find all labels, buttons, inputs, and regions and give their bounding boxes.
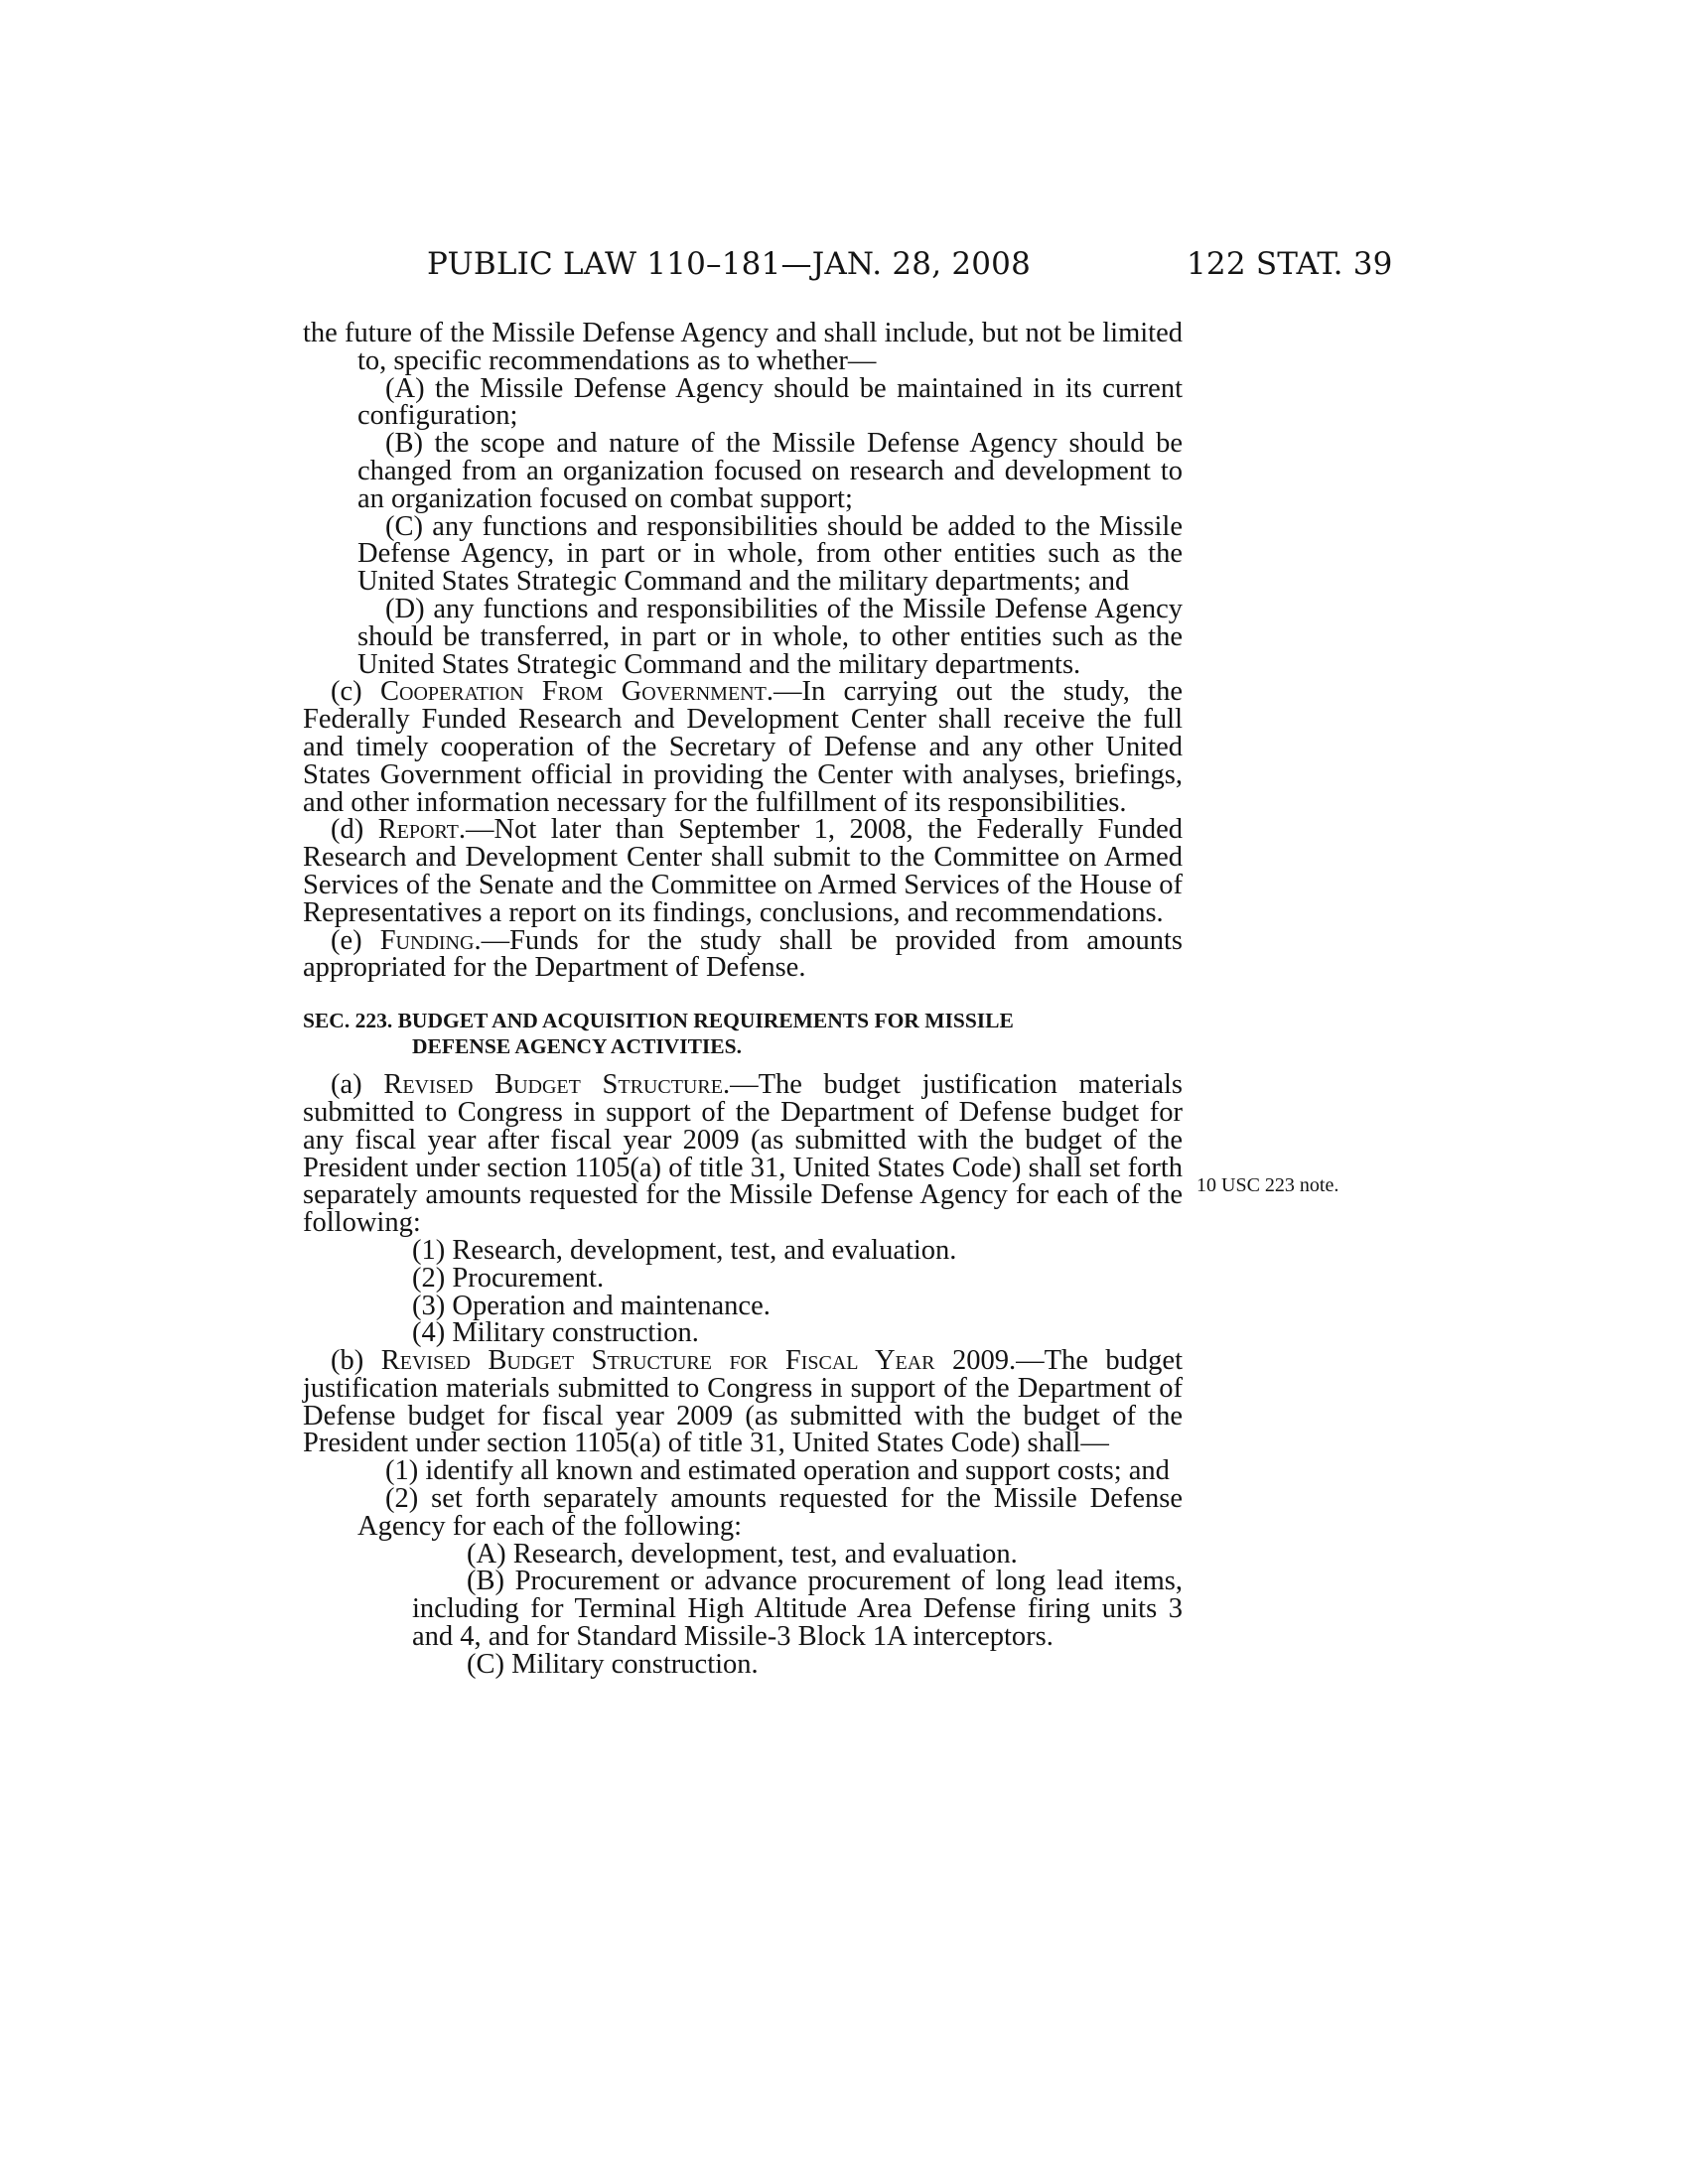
page-body	[303, 320, 1183, 1679]
section-heading-line1: SEC. 223. BUDGET AND ACQUISITION REQUIREMENTS FOR MISSILE	[303, 1009, 1014, 1033]
section-heading-line2: DEFENSE AGENCY ACTIVITIES.	[412, 1034, 742, 1059]
list-item: (A) Research, development, test, and evaluation.	[467, 1538, 1018, 1570]
subsection-heading: Revised Budget Structure	[383, 1069, 723, 1101]
subsection-text: In carrying out the study, the Federally Funded Research and Development Center shall receive the full and timely cooperation of the Secretary of Defense and any other United States Government official in providing the Center with analyses, briefings, and other information necessary for the fulfillment of its responsibilities.	[303, 676, 1183, 818]
paragraph-b2: (2) set forth separately amounts requested for the Missile Defense Agency for each of the following:	[357, 1483, 1183, 1542]
list-item: (C) Military construction.	[467, 1648, 759, 1680]
subsection-text: Funds for the study shall be provided from amounts appropriated for the Department of Defense.	[303, 924, 1184, 984]
clause-b: (B) the scope and nature of the Missile Defense Agency should be changed from an organization focused on research and development to an organization focused on combat support;	[357, 428, 1183, 514]
subsection-label: (b)	[331, 1345, 364, 1377]
list-item: (1) Research, development, test, and evaluation.	[412, 1234, 957, 1266]
subsection-heading: Revised Budget Structure for Fiscal Year 2009	[380, 1345, 1010, 1377]
subsection-a: (a) Revised Budget Structure.—The budget justification materials submitted to Congress in support of the Department of Defense budget for any fiscal year after fiscal year 2009 (as submitted with the budget of the President under section 1105(a) of title 31, United States Code) shall set forth separately amounts requested for the Missile Defense Agency for each of the following:	[303, 1069, 1184, 1239]
subsection-label: (d)	[331, 814, 364, 846]
subsection-text: The budget justification materials submitted to Congress in support of the Department of Defense budget for any fiscal year after fiscal year 2009 (as submitted with the budget of the President under section 1105(a) of title 31, United States Code) shall set forth separately amounts requested for the Missile Defense Agency for each of the following:	[303, 1069, 1184, 1239]
running-head-title: PUBLIC LAW 110–181—JAN. 28, 2008	[427, 246, 1032, 282]
list-item: (3) Operation and maintenance.	[412, 1290, 771, 1321]
subsection-heading: Funding	[379, 924, 475, 956]
clause-a: (A) the Missile Defense Agency should be maintained in its current configuration;	[357, 372, 1183, 432]
page-number: 122 STAT. 39	[1187, 246, 1393, 282]
subsection-heading: Cooperation From Government	[380, 676, 767, 708]
subsection-heading: Report	[377, 814, 459, 846]
paragraph: the future of the Missile Defense Agency and shall include, but not be limited to, specific recommendations as to whether—	[303, 318, 1183, 376]
subsection-label: (a)	[331, 1069, 362, 1101]
margin-note: 10 USC 223 note.	[1196, 1174, 1339, 1196]
section-heading	[303, 1008, 1183, 1059]
subsection-e: (e) Funding.—Funds for the study shall be provided from amounts appropriated for the Department of Defense.	[303, 924, 1184, 984]
clause-c: (C) any functions and responsibilities should be added to the Missile Defense Agency, in part or in whole, from other entities such as the United States Strategic Command and the military departments; and	[357, 510, 1183, 598]
list-item: (2) Procurement.	[412, 1262, 605, 1294]
subsection-label: (c)	[331, 676, 362, 708]
paragraph-b1: (1) identify all known and estimated operation and support costs; and	[385, 1455, 1170, 1487]
subsection-b: (b) Revised Budget Structure for Fiscal Year 2009.—The budget justification materials submitted to Congress in support of the Department of Defense budget for fiscal year 2009 (as submitted with the budget of the President under section 1105(a) of title 31, United States Code) shall—	[303, 1345, 1184, 1459]
subsection-text: Not later than September 1, 2008, the Federally Funded Research and Development Center shall submit to the Committee on Armed Services of the Senate and the Committee on Armed Services of the House of Representatives a report on its findings, conclusions, and recommendations.	[303, 814, 1183, 928]
clause-d: (D) any functions and responsibilities of the Missile Defense Agency should be transferred, in part or in whole, to other entities such as the United States Strategic Command and the military departments.	[357, 593, 1183, 680]
subsection-text: The budget justification materials submitted to Congress in support of the Department of Defense budget for fiscal year 2009 (as submitted with the budget of the President under section 1105(a) of title 31, United States Code) shall—	[303, 1345, 1184, 1459]
subsection-label: (e)	[331, 924, 362, 956]
list-item: (4) Military construction.	[412, 1317, 699, 1349]
subsection-d: (d) Report.—Not later than September 1, 2008, the Federally Funded Research and Development Center shall submit to the Committee on Armed Services of the Senate and the Committee on Armed Services of the House of Representatives a report on its findings, conclusions, and recommendations.	[303, 814, 1183, 928]
list-item: (B) Procurement or advance procurement of long lead items, including for Terminal High Altitude Area Defense firing units 3 and 4, and for Standard Missile-3 Block 1A interceptors.	[412, 1566, 1183, 1653]
subsection-c: (c) Cooperation From Government.—In carrying out the study, the Federally Funded Research and Development Center shall receive the full and timely cooperation of the Secretary of Defense and any other United States Government official in providing the Center with analyses, briefings, and other information necessary for the fulfillment of its responsibilities.	[303, 676, 1183, 818]
